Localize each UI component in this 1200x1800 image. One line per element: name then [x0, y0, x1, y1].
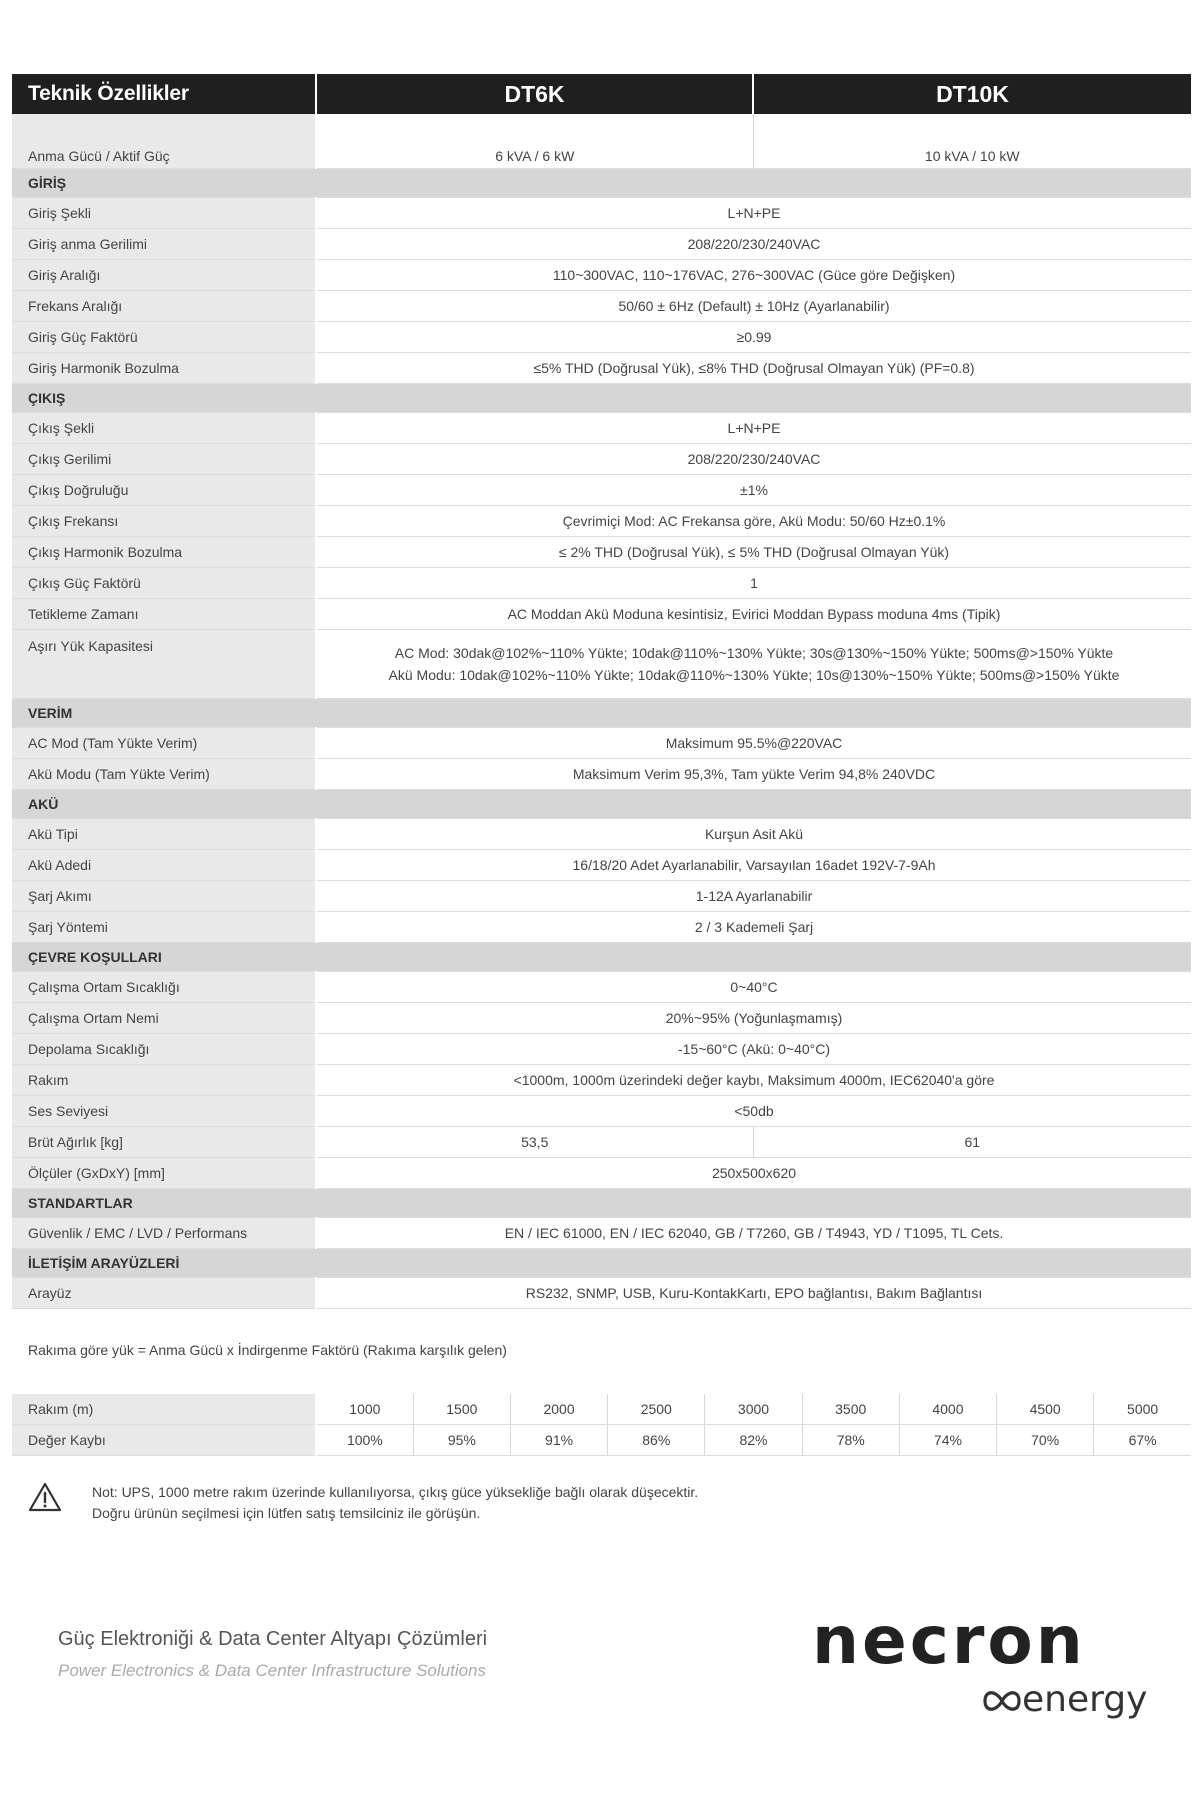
row-label: Akü Adedi	[12, 850, 316, 881]
section-giris: GİRİŞ	[12, 169, 1191, 198]
loss-cell: 70%	[997, 1425, 1094, 1456]
row-value: 1-12A Ayarlanabilir	[316, 881, 1191, 912]
spec-header-row	[12, 74, 1191, 114]
row-label: Giriş anma Gerilimi	[12, 229, 316, 260]
row-label: Şarj Akımı	[12, 881, 316, 912]
loss-cell: 82%	[705, 1425, 802, 1456]
spec-title: Teknik Özellikler	[12, 74, 316, 114]
altitude-cell: 5000	[1094, 1394, 1191, 1425]
table-row	[12, 881, 1191, 912]
table-row	[12, 1127, 1191, 1158]
overload-ac-mode: AC Mod: 30dak@102%~110% Yükte; 10dak@110%~130% Yükte; 30s@130%~150% Yükte; 500ms@>150% Yükte	[394, 645, 1114, 661]
row-value: Çevrimiçi Mod: AC Frekansa göre, Akü Modu: 50/60 Hz±0.1%	[316, 506, 1191, 537]
table-row	[12, 291, 1191, 322]
model-dt6k-header: DT6K	[316, 74, 753, 114]
overload-battery-mode: Akü Modu: 10dak@102%~110% Yükte; 10dak@110%~130% Yükte; 10s@130%~150% Yükte; 500ms@>150% Yükte	[388, 667, 1120, 683]
row-value: ≥0.99	[316, 322, 1191, 353]
loss-cell: 95%	[413, 1425, 510, 1456]
row-value: ±1%	[316, 475, 1191, 506]
loss-cell: 86%	[608, 1425, 705, 1456]
row-value: <50db	[316, 1096, 1191, 1127]
row-label: AC Mod (Tam Yükte Verim)	[12, 728, 316, 759]
row-value: Kurşun Asit Akü	[316, 819, 1191, 850]
row-label: Rakım	[12, 1065, 316, 1096]
table-row	[12, 353, 1191, 384]
row-value: <1000m, 1000m üzerindeki değer kaybı, Maksimum 4000m, IEC62040'a göre	[316, 1065, 1191, 1096]
row-label: Anma Gücü / Aktif Güç	[12, 114, 316, 169]
row-label: Çıkış Harmonik Bozulma	[12, 537, 316, 568]
section-standartlar: STANDARTLAR	[12, 1189, 1191, 1218]
weight-dt6k: 53,5	[316, 1127, 753, 1158]
row-label: Çıkış Frekansı	[12, 506, 316, 537]
table-row	[12, 506, 1191, 537]
table-row	[12, 1065, 1191, 1096]
loss-cell: 91%	[510, 1425, 607, 1456]
row-value: AC Moddan Akü Moduna kesintisiz, Evirici Moddan Bypass moduna 4ms (Tipik)	[316, 599, 1191, 630]
row-value: L+N+PE	[316, 413, 1191, 444]
table-row	[12, 728, 1191, 759]
section-header	[12, 384, 1191, 413]
altitude-cell: 1000	[316, 1394, 413, 1425]
derating-formula: Rakıma göre yük = Anma Gücü x İndirgenme Faktörü (Rakıma karşılık gelen)	[28, 1342, 507, 1358]
table-row	[12, 568, 1191, 599]
table-row	[12, 1096, 1191, 1127]
row-value: 50/60 ± 6Hz (Default) ± 10Hz (Ayarlanabilir)	[316, 291, 1191, 322]
row-label: Ses Seviyesi	[12, 1096, 316, 1127]
altitude-cell: 4000	[899, 1394, 996, 1425]
row-value: L+N+PE	[316, 198, 1191, 229]
tagline-english: Power Electronics & Data Center Infrastructure Solutions	[58, 1661, 487, 1680]
table-row	[12, 413, 1191, 444]
row-value: Maksimum Verim 95,3%, Tam yükte Verim 94,8% 240VDC	[316, 759, 1191, 790]
table-row	[12, 599, 1191, 630]
table-row	[12, 229, 1191, 260]
logo-wordmark: necron	[812, 1602, 1086, 1679]
altitude-cell: 4500	[997, 1394, 1094, 1425]
table-row	[12, 444, 1191, 475]
table-row	[12, 1034, 1191, 1065]
table-row	[12, 1218, 1191, 1249]
derating-table	[12, 1394, 1191, 1456]
row-value: ≤5% THD (Doğrusal Yük), ≤8% THD (Doğrusal Olmayan Yük) (PF=0.8)	[316, 353, 1191, 384]
row-label: Ölçüler (GxDxY) [mm]	[12, 1158, 316, 1189]
row-label: Frekans Aralığı	[12, 291, 316, 322]
logo-energy-text: energy	[1022, 1679, 1148, 1720]
altitude-row	[12, 1394, 1191, 1425]
row-value: Maksimum 95.5%@220VAC	[316, 728, 1191, 759]
table-row	[12, 630, 1191, 699]
table-row	[12, 1003, 1191, 1034]
row-label: Şarj Yöntemi	[12, 912, 316, 943]
row-value: 16/18/20 Adet Ayarlanabilir, Varsayılan 16adet 192V-7-9Ah	[316, 850, 1191, 881]
section-header	[12, 699, 1191, 728]
section-cevre: ÇEVRE KOŞULLARI	[12, 943, 1191, 972]
note-line: Doğru ürünün seçilmesi için lütfen satış temsilciniz ile görüşün.	[92, 1505, 481, 1521]
table-row	[12, 1278, 1191, 1309]
section-cikis: ÇIKIŞ	[12, 384, 1191, 413]
row-label: Brüt Ağırlık [kg]	[12, 1127, 316, 1158]
row-label: Çıkış Şekli	[12, 413, 316, 444]
rating-row	[12, 114, 1191, 169]
loss-cell: 67%	[1094, 1425, 1191, 1456]
row-value: 20%~95% (Yoğunlaşmamış)	[316, 1003, 1191, 1034]
row-label: Güvenlik / EMC / LVD / Performans	[12, 1218, 316, 1249]
rating-dt10k: 10 kVA / 10 kW	[753, 114, 1191, 169]
section-aku: AKÜ	[12, 790, 1191, 819]
note-text	[92, 1482, 698, 1524]
necron-logo	[812, 1602, 1152, 1720]
altitude-cell: 2000	[510, 1394, 607, 1425]
table-row	[12, 819, 1191, 850]
altitude-cell: 3500	[802, 1394, 899, 1425]
loss-row	[12, 1425, 1191, 1456]
row-label: Tetikleme Zamanı	[12, 599, 316, 630]
row-label: Akü Modu (Tam Yükte Verim)	[12, 759, 316, 790]
logo-subline	[982, 1680, 1147, 1720]
table-row	[12, 537, 1191, 568]
row-label: Çıkış Doğruluğu	[12, 475, 316, 506]
row-label: Aşırı Yük Kapasitesi	[12, 630, 316, 699]
altitude-cell: 2500	[608, 1394, 705, 1425]
row-value: EN / IEC 61000, EN / IEC 62040, GB / T7260, GB / T4943, YD / T1095, TL Cets.	[316, 1218, 1191, 1249]
row-label: Giriş Şekli	[12, 198, 316, 229]
table-row	[12, 1158, 1191, 1189]
row-value: 1	[316, 568, 1191, 599]
section-verim: VERİM	[12, 699, 1191, 728]
section-header	[12, 1189, 1191, 1218]
loss-cell: 78%	[802, 1425, 899, 1456]
table-row	[12, 198, 1191, 229]
row-value: -15~60°C (Akü: 0~40°C)	[316, 1034, 1191, 1065]
row-label: Giriş Güç Faktörü	[12, 322, 316, 353]
spec-table	[12, 74, 1191, 1309]
overload-values	[316, 630, 1191, 699]
altitude-label: Rakım (m)	[12, 1394, 316, 1425]
table-row	[12, 260, 1191, 291]
tagline-turkish: Güç Elektroniği & Data Center Altyapı Çözümleri	[58, 1628, 488, 1650]
weight-dt10k: 61	[753, 1127, 1191, 1158]
infinity-logo-icon	[982, 1686, 1022, 1716]
row-value: RS232, SNMP, USB, Kuru-KontakKartı, EPO bağlantısı, Bakım Bağlantısı	[316, 1278, 1191, 1309]
row-label: Çıkış Gerilimi	[12, 444, 316, 475]
row-value: 208/220/230/240VAC	[316, 229, 1191, 260]
row-label: Çıkış Güç Faktörü	[12, 568, 316, 599]
row-value: 110~300VAC, 110~176VAC, 276~300VAC (Güce göre Değişken)	[316, 260, 1191, 291]
loss-label: Değer Kaybı	[12, 1425, 316, 1456]
section-header	[12, 1249, 1191, 1278]
section-iletisim: İLETİŞİM ARAYÜZLERİ	[12, 1249, 1191, 1278]
row-label: Depolama Sıcaklığı	[12, 1034, 316, 1065]
row-value: 250x500x620	[316, 1158, 1191, 1189]
altitude-cell: 1500	[413, 1394, 510, 1425]
row-label: Çalışma Ortam Nemi	[12, 1003, 316, 1034]
row-label: Akü Tipi	[12, 819, 316, 850]
row-label: Giriş Aralığı	[12, 260, 316, 291]
row-value: ≤ 2% THD (Doğrusal Yük), ≤ 5% THD (Doğrusal Olmayan Yük)	[316, 537, 1191, 568]
section-header	[12, 169, 1191, 198]
table-row	[12, 850, 1191, 881]
row-label: Giriş Harmonik Bozulma	[12, 353, 316, 384]
table-row	[12, 475, 1191, 506]
table-row	[12, 322, 1191, 353]
row-label: Çalışma Ortam Sıcaklığı	[12, 972, 316, 1003]
note-line: Not: UPS, 1000 metre rakım üzerinde kullanılıyorsa, çıkış güce yüksekliğe bağlı olarak düşecektir.	[92, 1484, 699, 1500]
altitude-note	[24, 1482, 1174, 1532]
row-label: Arayüz	[12, 1278, 316, 1309]
table-row	[12, 912, 1191, 943]
row-value: 208/220/230/240VAC	[316, 444, 1191, 475]
footer-tagline	[58, 1628, 487, 1681]
table-row	[12, 759, 1191, 790]
altitude-cell: 3000	[705, 1394, 802, 1425]
row-value: 2 / 3 Kademeli Şarj	[316, 912, 1191, 943]
section-header	[12, 943, 1191, 972]
warning-triangle-icon	[28, 1482, 62, 1512]
rating-dt6k: 6 kVA / 6 kW	[316, 114, 753, 169]
section-header	[12, 790, 1191, 819]
table-row	[12, 972, 1191, 1003]
row-value: 0~40°C	[316, 972, 1191, 1003]
loss-cell: 100%	[316, 1425, 413, 1456]
loss-cell: 74%	[899, 1425, 996, 1456]
model-dt10k-header: DT10K	[753, 74, 1191, 114]
